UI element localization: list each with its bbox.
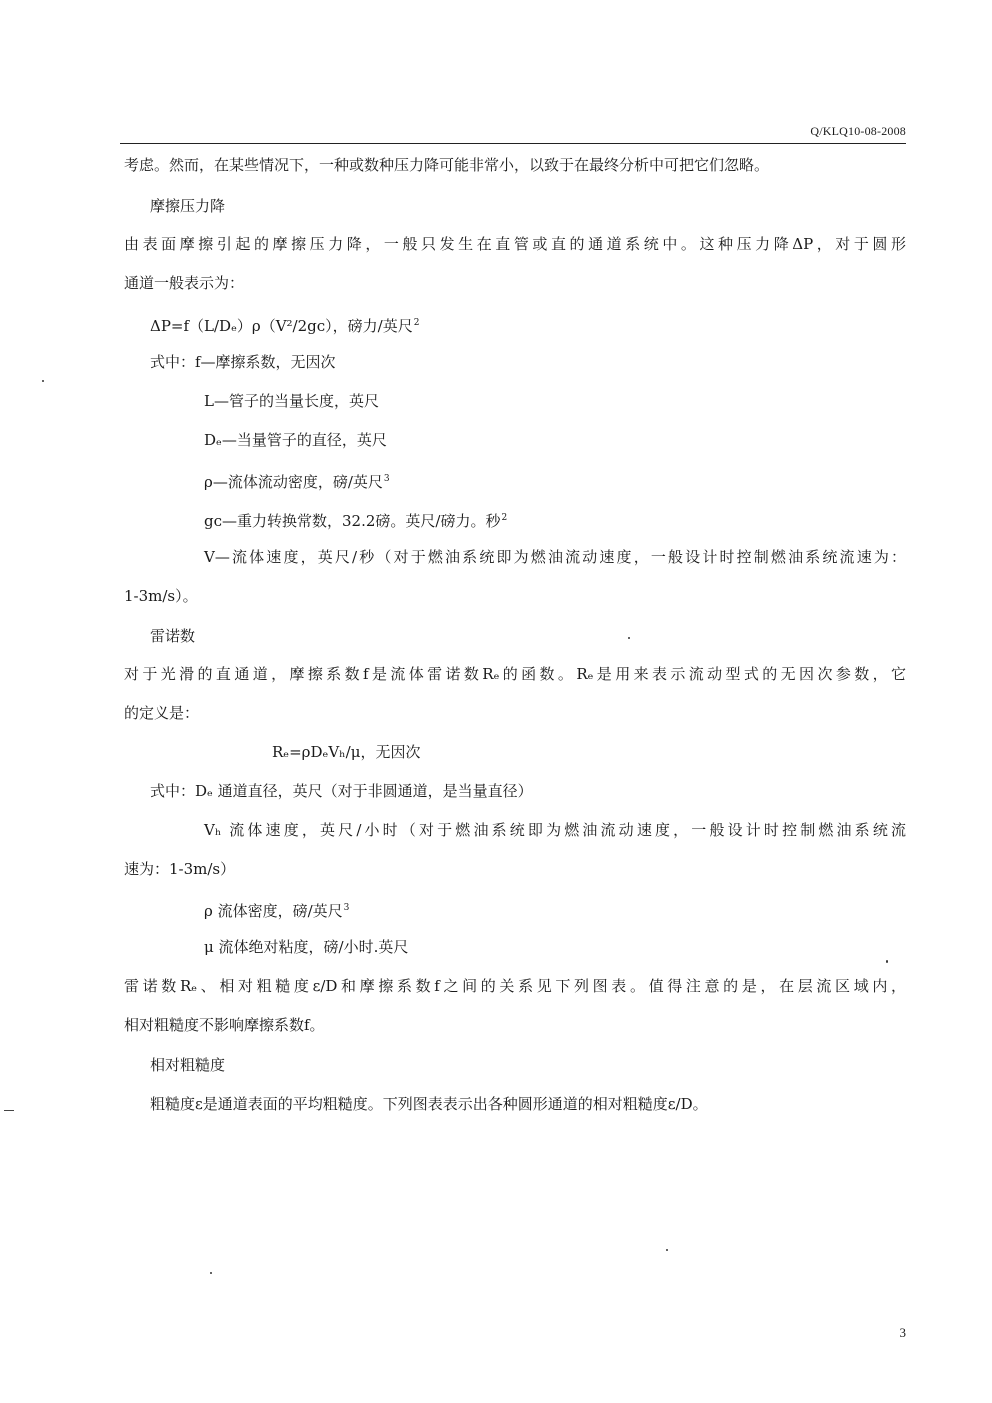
page-number: 3	[899, 1325, 906, 1340]
paragraph-line: 考虑。然而，在某些情况下，一种或数种压力降可能非常小，以致于在最终分析中可把它们忽略。	[124, 156, 770, 174]
section-heading-roughness: 相对粗糙度	[150, 1056, 226, 1074]
superscript: 3	[383, 474, 390, 484]
scan-speck	[42, 380, 44, 382]
definition-De: Dₑ—当量管子的直径，英尺	[204, 431, 387, 449]
paragraph-line: 雷诺数Rₑ、相对粗糙度ε/D和摩擦系数f之间的关系见下列图表。值得注意的是，在层流区域内，	[124, 977, 906, 995]
formula-text: ΔP=f（L/Dₑ）ρ（V²/2gᴄ），磅力/英尺	[150, 317, 413, 335]
definition-rho-2	[204, 898, 349, 921]
paragraph-line: 通道一般表示为：	[124, 274, 245, 292]
definition-V: V—流体速度，英尺/秒（对于燃油系统即为燃油流动速度，一般设计时控制燃油系统流速为：	[204, 548, 906, 566]
margin-mark	[4, 1110, 14, 1111]
section-heading-friction: 摩擦压力降	[150, 197, 226, 215]
standard-code: Q/KLQ10-08-2008	[810, 124, 906, 138]
scan-speck	[886, 960, 888, 963]
paragraph-line: 对于光滑的直通道，摩擦系数f是流体雷诺数Rₑ的函数。Rₑ是用来表示流动型式的无因次参数，它	[124, 665, 906, 683]
header-rule	[120, 143, 906, 144]
section-heading-reynolds: 雷诺数	[150, 627, 196, 645]
scan-speck	[628, 637, 630, 639]
superscript: 2	[501, 513, 508, 523]
paragraph-line: 相对粗糙度不影响摩擦系数f。	[124, 1016, 325, 1034]
definition-Vh-continued: 速为：1-3m/s）	[124, 860, 236, 878]
paragraph-line: 由表面摩擦引起的摩擦压力降，一般只发生在直管或直的通道系统中。这种压力降ΔP，对于圆形	[124, 235, 906, 253]
definition-text: gᴄ—重力转换常数，32.2磅。英尺/磅力。秒	[204, 512, 501, 530]
definition-f: 式中：f—摩擦系数，无因次	[150, 353, 336, 371]
definition-gc	[204, 508, 507, 531]
definition-Vh: Vₕ 流体速度，英尺/小时（对于燃油系统即为燃油流动速度，一般设计时控制燃油系统流	[204, 821, 906, 839]
superscript: 2	[413, 318, 420, 328]
definition-V-continued: 1-3m/s）。	[124, 587, 198, 605]
definition-De-2: 式中：Dₑ 通道直径，英尺（对于非圆通道，是当量直径）	[150, 782, 533, 800]
scan-speck	[210, 1272, 212, 1274]
paragraph-line: 的定义是：	[124, 704, 200, 722]
definition-L: L—管子的当量长度，英尺	[204, 392, 379, 410]
formula-pressure-drop	[150, 313, 419, 336]
definition-rho	[204, 469, 390, 492]
scan-speck	[666, 1249, 668, 1251]
definition-text: ρ—流体流动密度，磅/英尺	[204, 473, 383, 491]
formula-reynolds: Rₑ=ρDₑVₕ/μ，无因次	[272, 743, 421, 761]
paragraph-line: 粗糙度ε是通道表面的平均粗糙度。下列图表表示出各种圆形通道的相对粗糙度ε/D。	[150, 1095, 708, 1113]
definition-text: ρ 流体密度，磅/英尺	[204, 902, 343, 920]
definition-mu: μ 流体绝对粘度，磅/小时.英尺	[204, 938, 409, 956]
superscript: 3	[343, 903, 350, 913]
